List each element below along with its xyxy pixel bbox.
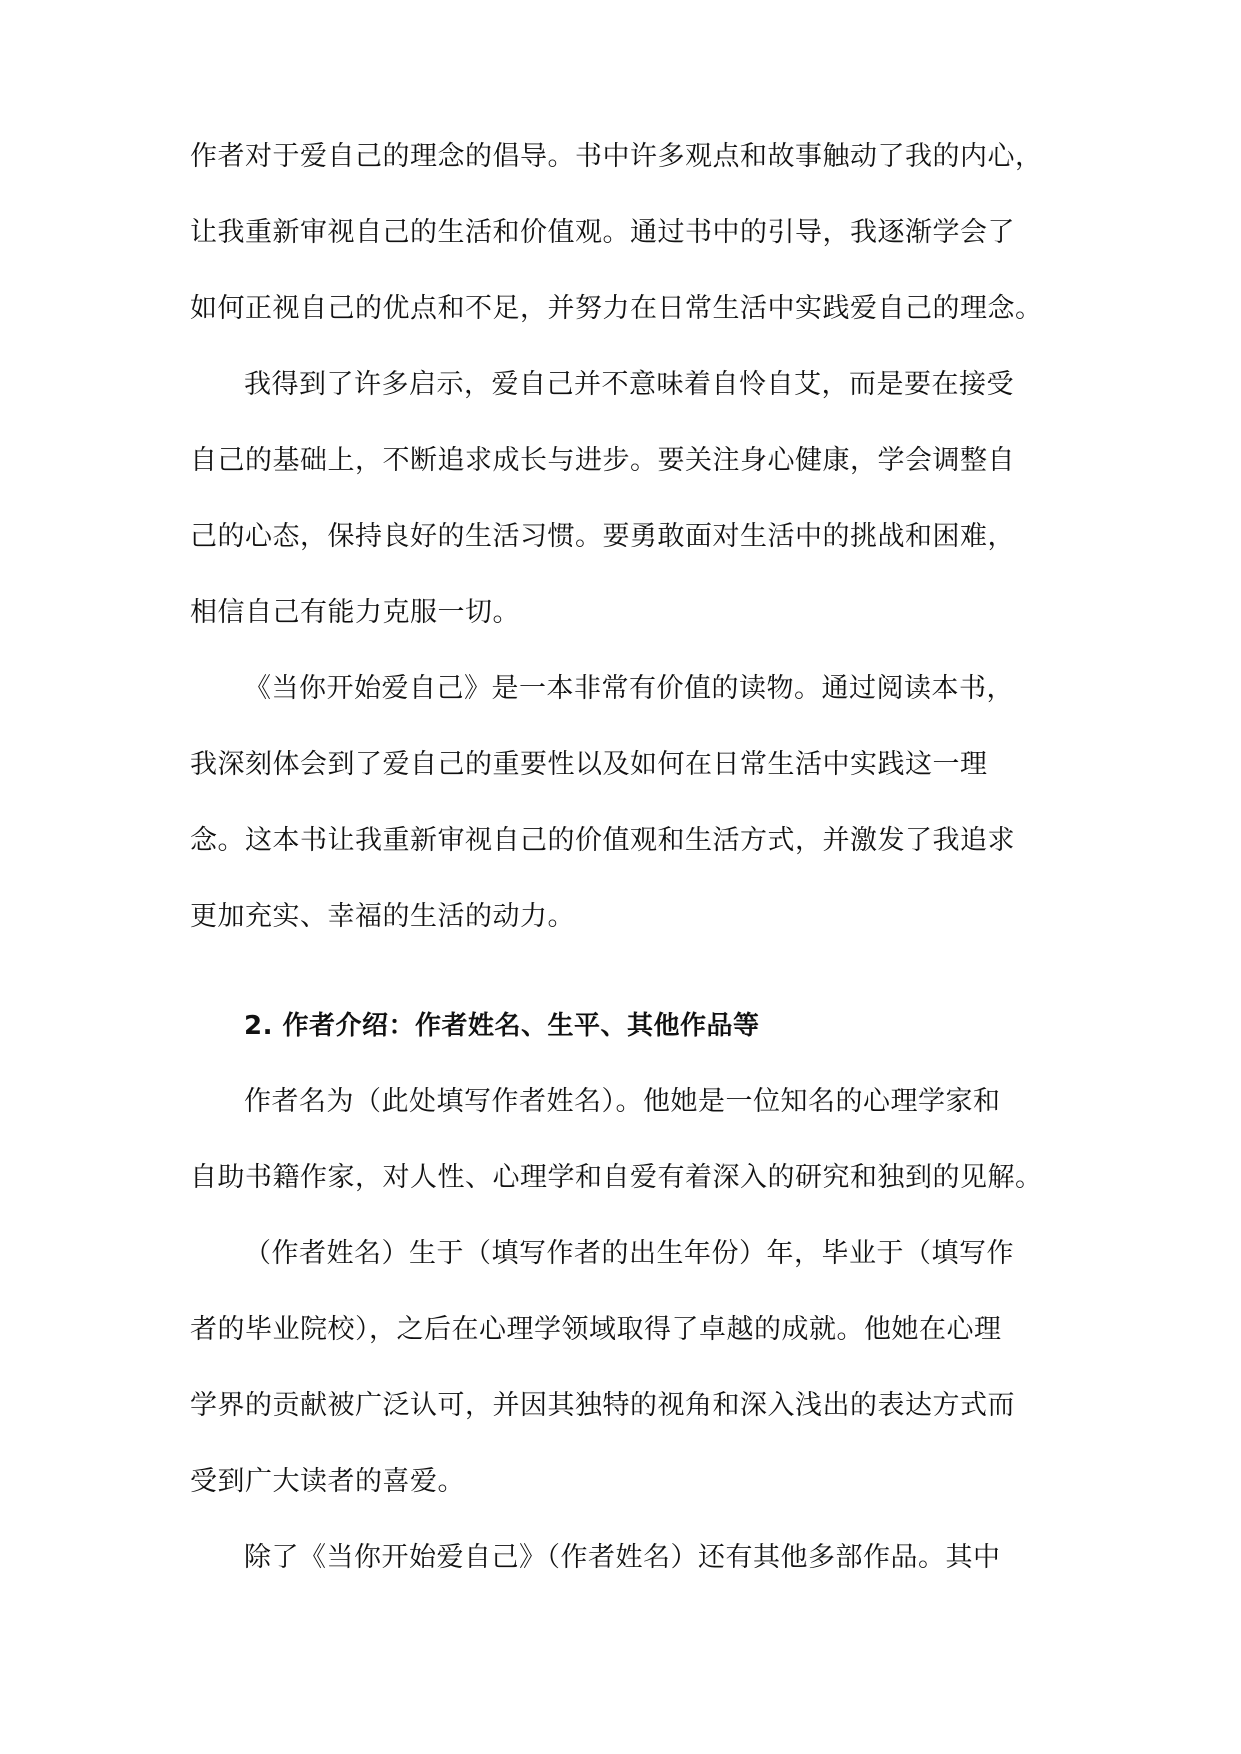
paragraph-line: 作者对于爱自己的理念的倡导。书中许多观点和故事触动了我的内心，	[190, 141, 1043, 172]
paragraph-line: 《当你开始爱自己》是一本非常有价值的读物。通过阅读本书，	[244, 673, 1014, 704]
paragraph-line: 自助书籍作家，对人性、心理学和自爱有着深入的研究和独到的见解。	[190, 1162, 1043, 1193]
paragraph-line: 我得到了许多启示，爱自己并不意味着自怜自艾，而是要在接受	[244, 369, 1014, 400]
paragraph-line: 让我重新审视自己的生活和价值观。通过书中的引导，我逐渐学会了	[190, 217, 1015, 248]
paragraph-line: 我深刻体会到了爱自己的重要性以及如何在日常生活中实践这一理	[190, 749, 988, 780]
paragraph-line: 受到广大读者的喜爱。	[190, 1466, 465, 1497]
paragraph-line: 念。这本书让我重新审视自己的价值观和生活方式，并激发了我追求	[190, 825, 1015, 856]
paragraph-line: 更加充实、幸福的生活的动力。	[190, 901, 575, 932]
paragraph-line: 自己的基础上，不断追求成长与进步。要关注身心健康，学会调整自	[190, 445, 1015, 476]
paragraph-line: 己的心态，保持良好的生活习惯。要勇敢面对生活中的挑战和困难，	[190, 521, 1015, 552]
paragraph-line: 如何正视自己的优点和不足，并努力在日常生活中实践爱自己的理念。	[190, 293, 1043, 324]
paragraph-line: 者的毕业院校），之后在心理学领域取得了卓越的成就。他她在心理	[190, 1314, 1002, 1345]
section-heading: 2. 作者介绍：作者姓名、生平、其他作品等	[244, 1011, 760, 1041]
paragraph-line: 学界的贡献被广泛认可，并因其独特的视角和深入浅出的表达方式而	[190, 1390, 1015, 1421]
paragraph-line: 除了《当你开始爱自己》（作者姓名）还有其他多部作品。其中	[244, 1542, 1001, 1573]
paragraph-line: 作者名为（此处填写作者姓名）。他她是一位知名的心理学家和	[244, 1086, 1001, 1117]
paragraph-line: 相信自己有能力克服一切。	[190, 597, 520, 628]
paragraph-line: （作者姓名）生于（填写作者的出生年份）年，毕业于（填写作	[244, 1238, 1014, 1269]
